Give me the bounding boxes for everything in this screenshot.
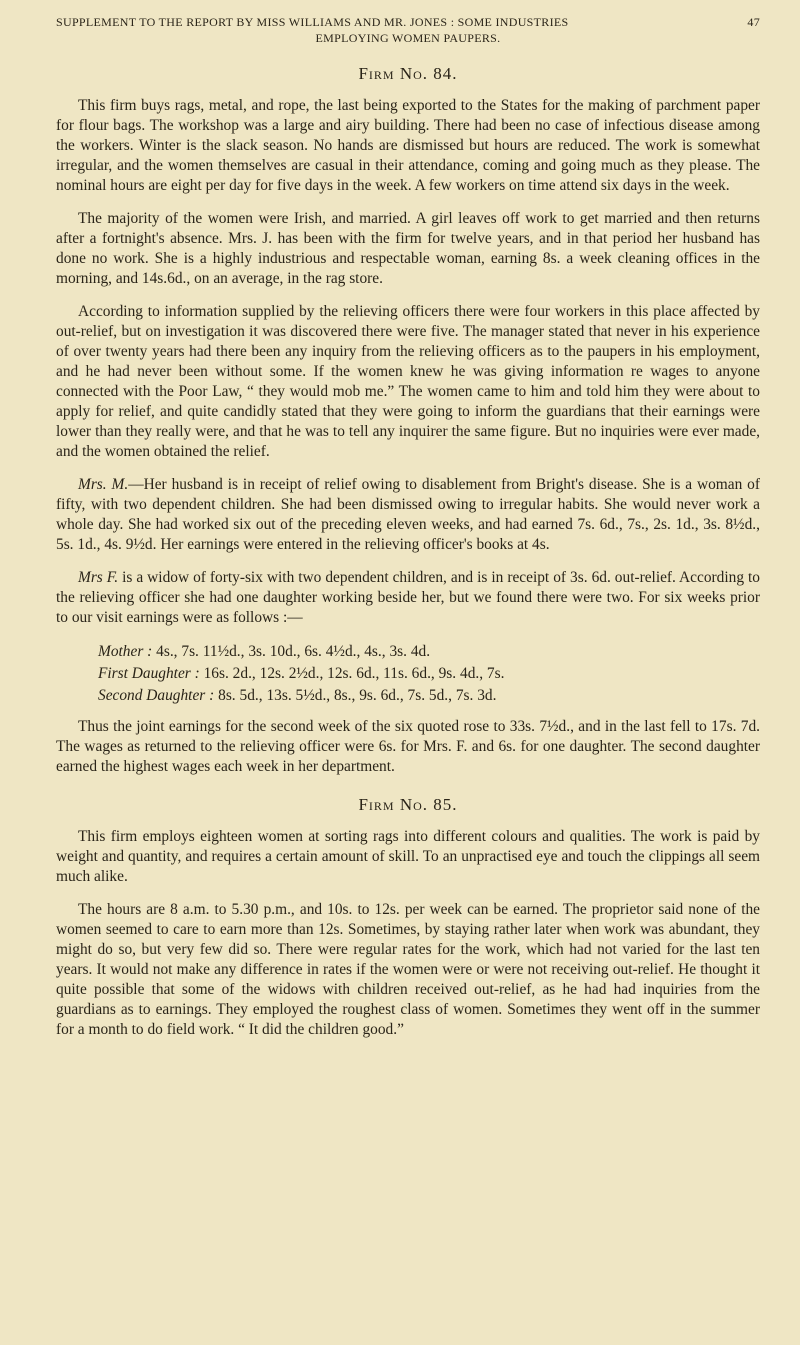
running-head-title: SUPPLEMENT TO THE REPORT BY MISS WILLIAMS AND MR. JONES : SOME INDUSTRIES (56, 15, 569, 29)
earnings-who: First Daughter : (98, 665, 200, 682)
case-text-mrs-f: is a widow of forty-six with two dependent children, and is in receipt of 3s. 6d. out-relief. According to the relieving officer she had one daughter working beside her, but we found there were two. For six weeks prior to our visit earnings were as follows :— (56, 569, 760, 626)
earnings-row-first-daughter (98, 663, 760, 685)
case-name-mrs-m: Mrs. M. (78, 476, 129, 493)
earnings-amounts: 16s. 2d., 12s. 2½d., 12s. 6d., 11s. 6d., 9s. 4d., 7s. (203, 665, 505, 682)
running-head-subtitle: EMPLOYING WOMEN PAUPERS. (315, 31, 501, 45)
earnings-row-second-daughter (98, 685, 760, 707)
case-name-mrs-f: Mrs F. (78, 569, 119, 586)
firm-84-paragraph-3: According to information supplied by the relieving officers there were four workers in this place affected by out-relief, but on investigation it was discovered there were five. The manager stated that never in his experience of over twenty years had there been any inquiry from the relieving officers as to the paupers in his employment, and he had never been without some. If the women knew he was giving information re wages to anyone connected with the Poor Law, “ they would mob me.” The women came to him and told him they were about to apply for relief, and quite candidly stated that they were going to inform the guardians that their earnings were lower than they really were, and that he was to tell any inquirer the same figure. But no inquiries were ever made, and the women obtained the relief. (56, 303, 760, 460)
earnings-amounts: 8s. 5d., 13s. 5½d., 8s., 9s. 6d., 7s. 5d., 7s. 3d. (218, 687, 497, 704)
earnings-list (56, 641, 760, 707)
earnings-who: Second Daughter : (98, 687, 215, 704)
firm-84-paragraph-mrs-m (56, 475, 760, 555)
earnings-who: Mother : (98, 643, 153, 660)
page-number: 47 (747, 15, 760, 29)
firm-84-paragraph-joint-earnings: Thus the joint earnings for the second week of the six quoted rose to 33s. 7½d., and in the last fell to 17s. 7d. The wages as returned to the relieving officer were 6s. for Mrs. F. and 6s. for one daughter. The second daughter earned the highest wages each week in her department. (56, 718, 760, 775)
firm-85-heading: Firm No. 85. (358, 795, 458, 814)
firm-85-paragraph-1: This firm employs eighteen women at sorting rags into different colours and qualities. The work is paid by weight and quantity, and requires a certain amount of skill. To an unpractised eye and touch the clippings all seem much alike. (56, 828, 760, 885)
firm-85-paragraph-2: The hours are 8 a.m. to 5.30 p.m., and 10s. to 12s. per week can be earned. The proprietor said none of the women seemed to care to earn more than 12s. Sometimes, by staying rather later when work was abundant, they might do so, but very few did so. There were regular rates for the work, which had not varied for the last ten years. It would not make any difference in rates if the women were or were not receiving out-relief. He thought it quite possible that some of the widows with children received out-relief, as he had had inquiries from the guardians as to earnings. They employed the roughest class of women. Sometimes they went off in the summer for a month to do field work. “ It did the children good.” (56, 901, 760, 1038)
firm-84-paragraph-2: The majority of the women were Irish, and married. A girl leaves off work to get married and then returns after a fortnight's absence. Mrs. J. has been with the firm for twelve years, and in that period her husband has done no work. She is a highly industrious and respectable woman, earning 8s. a week cleaning offices in the morning, and 14s.6d., on an average, in the rag store. (56, 210, 760, 287)
earnings-amounts: 4s., 7s. 11½d., 3s. 10d., 6s. 4½d., 4s., 3s. 4d. (156, 643, 431, 660)
firm-84-paragraph-1: This firm buys rags, metal, and rope, the last being exported to the States for the making of parchment paper for flour bags. The workshop was a large and airy building. There had been no case of infectious disease among the workers. Winter is the slack season. No hands are dismissed but hours are reduced. The work is somewhat irregular, and the women themselves are casual in their attendance, coming and going much as they please. The nominal hours are eight per day for five days in the week. A few workers on time attend six days in the week. (56, 97, 760, 194)
running-head (56, 0, 760, 46)
case-text-mrs-m: —Her husband is in receipt of relief owing to disablement from Bright's disease. She is a woman of fifty, with two dependent children. She had been dismissed owing to irregular habits. She would never work a whole day. She had worked six out of the preceding eleven weeks, and had earned 7s. 6d., 7s., 2s. 1d., 3s. 8½d., 5s. 1d., 4s. 9½d. Her earnings were entered in the relieving officer's books at 4s. (56, 476, 760, 553)
firm-84-heading: Firm No. 84. (358, 64, 458, 83)
earnings-row-mother (98, 641, 760, 663)
firm-84-paragraph-mrs-f (56, 568, 760, 628)
running-head-line (56, 14, 760, 30)
